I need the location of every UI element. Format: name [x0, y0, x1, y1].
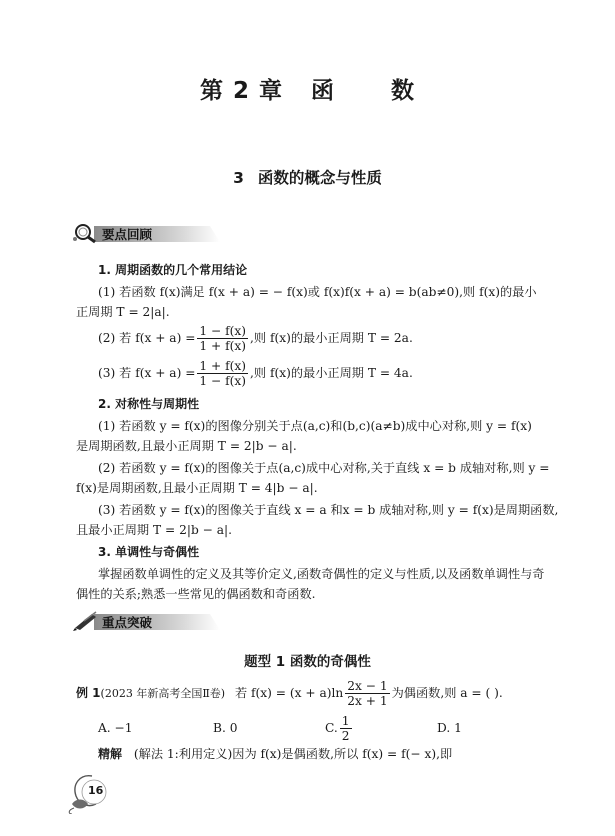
page-footer	[66, 770, 116, 814]
fraction: $\frac{2x - 1}{2x + 1}$	[347, 679, 388, 708]
solution-line: 精解 (解法 1:利用定义)因为 f(x)是偶函数,所以 f(x) = f(− x),即	[98, 747, 453, 761]
monotonicity-line2: 偶性的关系;熟悉一些常见的偶函数和奇函数.	[76, 587, 316, 601]
focus-banner: 重点突破	[72, 610, 222, 632]
periodic-conclusion-3: (3) 若 f(x + a) = $\frac{1 + f(x)}{1 - f(x)}$ ,则 f(x)的最小正周期 T = 4a.	[98, 359, 413, 388]
chapter-title: 第 2 章 函 数	[199, 78, 416, 104]
symmetry-2-line1: (2) 若函数 y = f(x)的图像关于点(a,c)成中心对称,关于直线 x = b 成轴对称,则 y =	[98, 461, 550, 475]
fraction: $\frac{1 + f(x)}{1 - f(x)}$	[199, 359, 247, 388]
heading-periodic: 1. 周期函数的几个常用结论	[98, 263, 248, 277]
pen-icon	[72, 610, 100, 632]
periodic-conclusion-1-line1: (1) 若函数 f(x)满足 f(x + a) = − f(x)或 f(x)f(x + a) = b(ab≠0),则 f(x)的最小	[98, 285, 537, 299]
section-title: 3 函数的概念与性质	[233, 169, 382, 187]
periodic-conclusion-1-line2: 正周期 T = 2|a|.	[76, 305, 170, 319]
fraction: $\frac{1}{2}$	[341, 714, 350, 743]
option-d: D. 1	[437, 721, 462, 735]
symmetry-1-line2: 是周期函数,且最小正周期 T = 2|b − a|.	[76, 439, 297, 453]
topic-title: 题型 1 函数的奇偶性	[244, 654, 371, 670]
option-c: C. $\frac{1}{2}$	[325, 714, 350, 743]
page-number: 16	[88, 784, 104, 797]
symmetry-2-line2: f(x)是周期函数,且最小正周期 T = 4|b − a|.	[76, 481, 318, 495]
magnifier-icon	[72, 222, 100, 244]
heading-symmetry: 2. 对称性与周期性	[98, 397, 200, 411]
heading-monotonicity: 3. 单调性与奇偶性	[98, 545, 200, 559]
periodic-conclusion-2: (2) 若 f(x + a) = $\frac{1 - f(x)}{1 + f(x)}$ ,则 f(x)的最小正周期 T = 2a.	[98, 324, 413, 353]
monotonicity-line1: 掌握函数单调性的定义及其等价定义,函数奇偶性的定义与性质,以及函数单调性与奇	[98, 567, 545, 581]
fraction: $\frac{1 - f(x)}{1 + f(x)}$	[199, 324, 247, 353]
symmetry-3-line1: (3) 若函数 y = f(x)的图像关于直线 x = a 和x = b 成轴对称,则 y = f(x)是周期函数,	[98, 503, 559, 517]
review-banner: 要点回顾	[72, 222, 222, 244]
symmetry-3-line2: 且最小正周期 T = 2|b − a|.	[76, 523, 232, 537]
example-1: 例 1(2023 年新高考全国Ⅱ卷) 若 f(x) = (x + a)ln $\frac{2x - 1}{2x + 1}$ 为偶函数,则 a = ( ).	[76, 679, 503, 708]
option-a: A. −1	[98, 721, 133, 735]
symmetry-1-line1: (1) 若函数 y = f(x)的图像分别关于点(a,c)和(b,c)(a≠b)成中心对称,则 y = f(x)	[98, 419, 532, 433]
option-b: B. 0	[213, 721, 238, 735]
